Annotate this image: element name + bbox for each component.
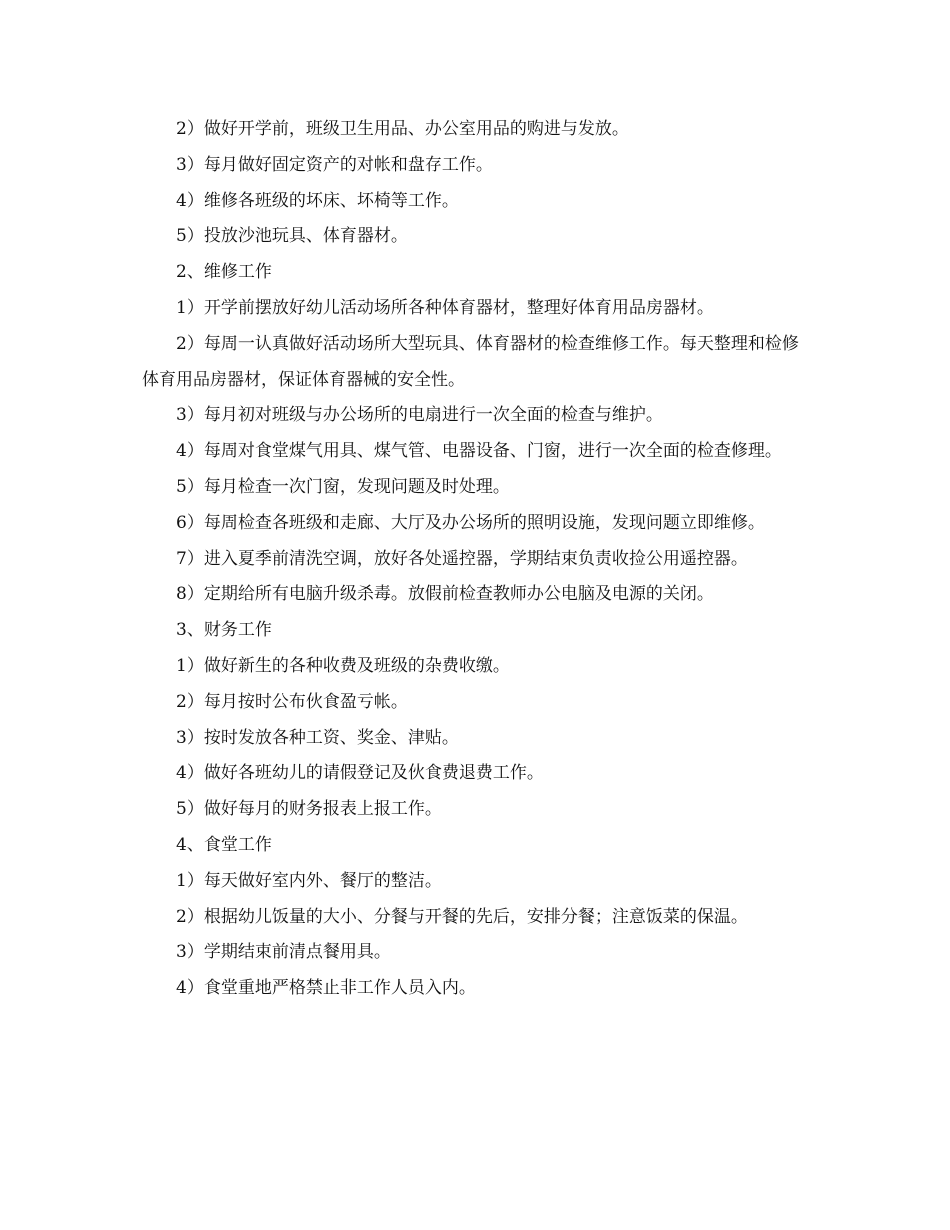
document-body [142,112,808,1007]
paragraph: 2）每周一认真做好活动场所大型玩具、体育器材的检查维修工作。每天整理和检修体育用品房器材，保证体育器械的安全性。 [142,333,799,390]
paragraph: 3）按时发放各种工资、奖金、津贴。 [176,727,459,748]
paragraph: 6）每周检查各班级和走廊、大厅及办公场所的照明设施，发现问题立即维修。 [176,512,765,533]
paragraph: 5）投放沙池玩具、体育器材。 [176,226,408,247]
paragraph: 1）每天做好室内外、餐厅的整洁。 [176,870,442,891]
paragraph: 4）维修各班级的坏床、坏椅等工作。 [176,190,459,211]
paragraph: 5）每月检查一次门窗，发现问题及时处理。 [176,476,510,497]
paragraph: 3）每月初对班级与办公场所的电扇进行一次全面的检查与维护。 [176,405,663,426]
paragraph: 4）每周对食堂煤气用具、煤气管、电器设备、门窗，进行一次全面的检查修理。 [176,441,782,462]
paragraph: 3）每月做好固定资产的对帐和盘存工作。 [176,154,493,175]
section-heading: 2、维修工作 [176,262,272,283]
section-heading: 4、食堂工作 [176,834,272,855]
paragraph: 2）做好开学前，班级卫生用品、办公室用品的购进与发放。 [176,119,629,139]
paragraph: 7）进入夏季前清洗空调，放好各处遥控器，学期结束负责收捡公用遥控器。 [176,548,748,569]
paragraph: 1）做好新生的各种收费及班级的杂费收缴。 [176,655,510,676]
paragraph: 1）开学前摆放好幼儿活动场所各种体育器材，整理好体育用品房器材。 [176,297,714,318]
paragraph: 5）做好每月的财务报表上报工作。 [176,799,442,820]
paragraph: 4）做好各班幼儿的请假登记及伙食费退费工作。 [176,763,544,784]
paragraph: 8）定期给所有电脑升级杀毒。放假前检查教师办公电脑及电源的关闭。 [176,584,714,605]
section-heading: 3、财务工作 [176,620,272,641]
paragraph: 4）食堂重地严格禁止非工作人员入内。 [176,978,476,999]
paragraph: 2）根据幼儿饭量的大小、分餐与开餐的先后，安排分餐；注意饭菜的保温。 [176,906,748,927]
paragraph: 2）每月按时公布伙食盈亏帐。 [176,691,408,712]
paragraph: 3）学期结束前清点餐用具。 [176,942,391,963]
